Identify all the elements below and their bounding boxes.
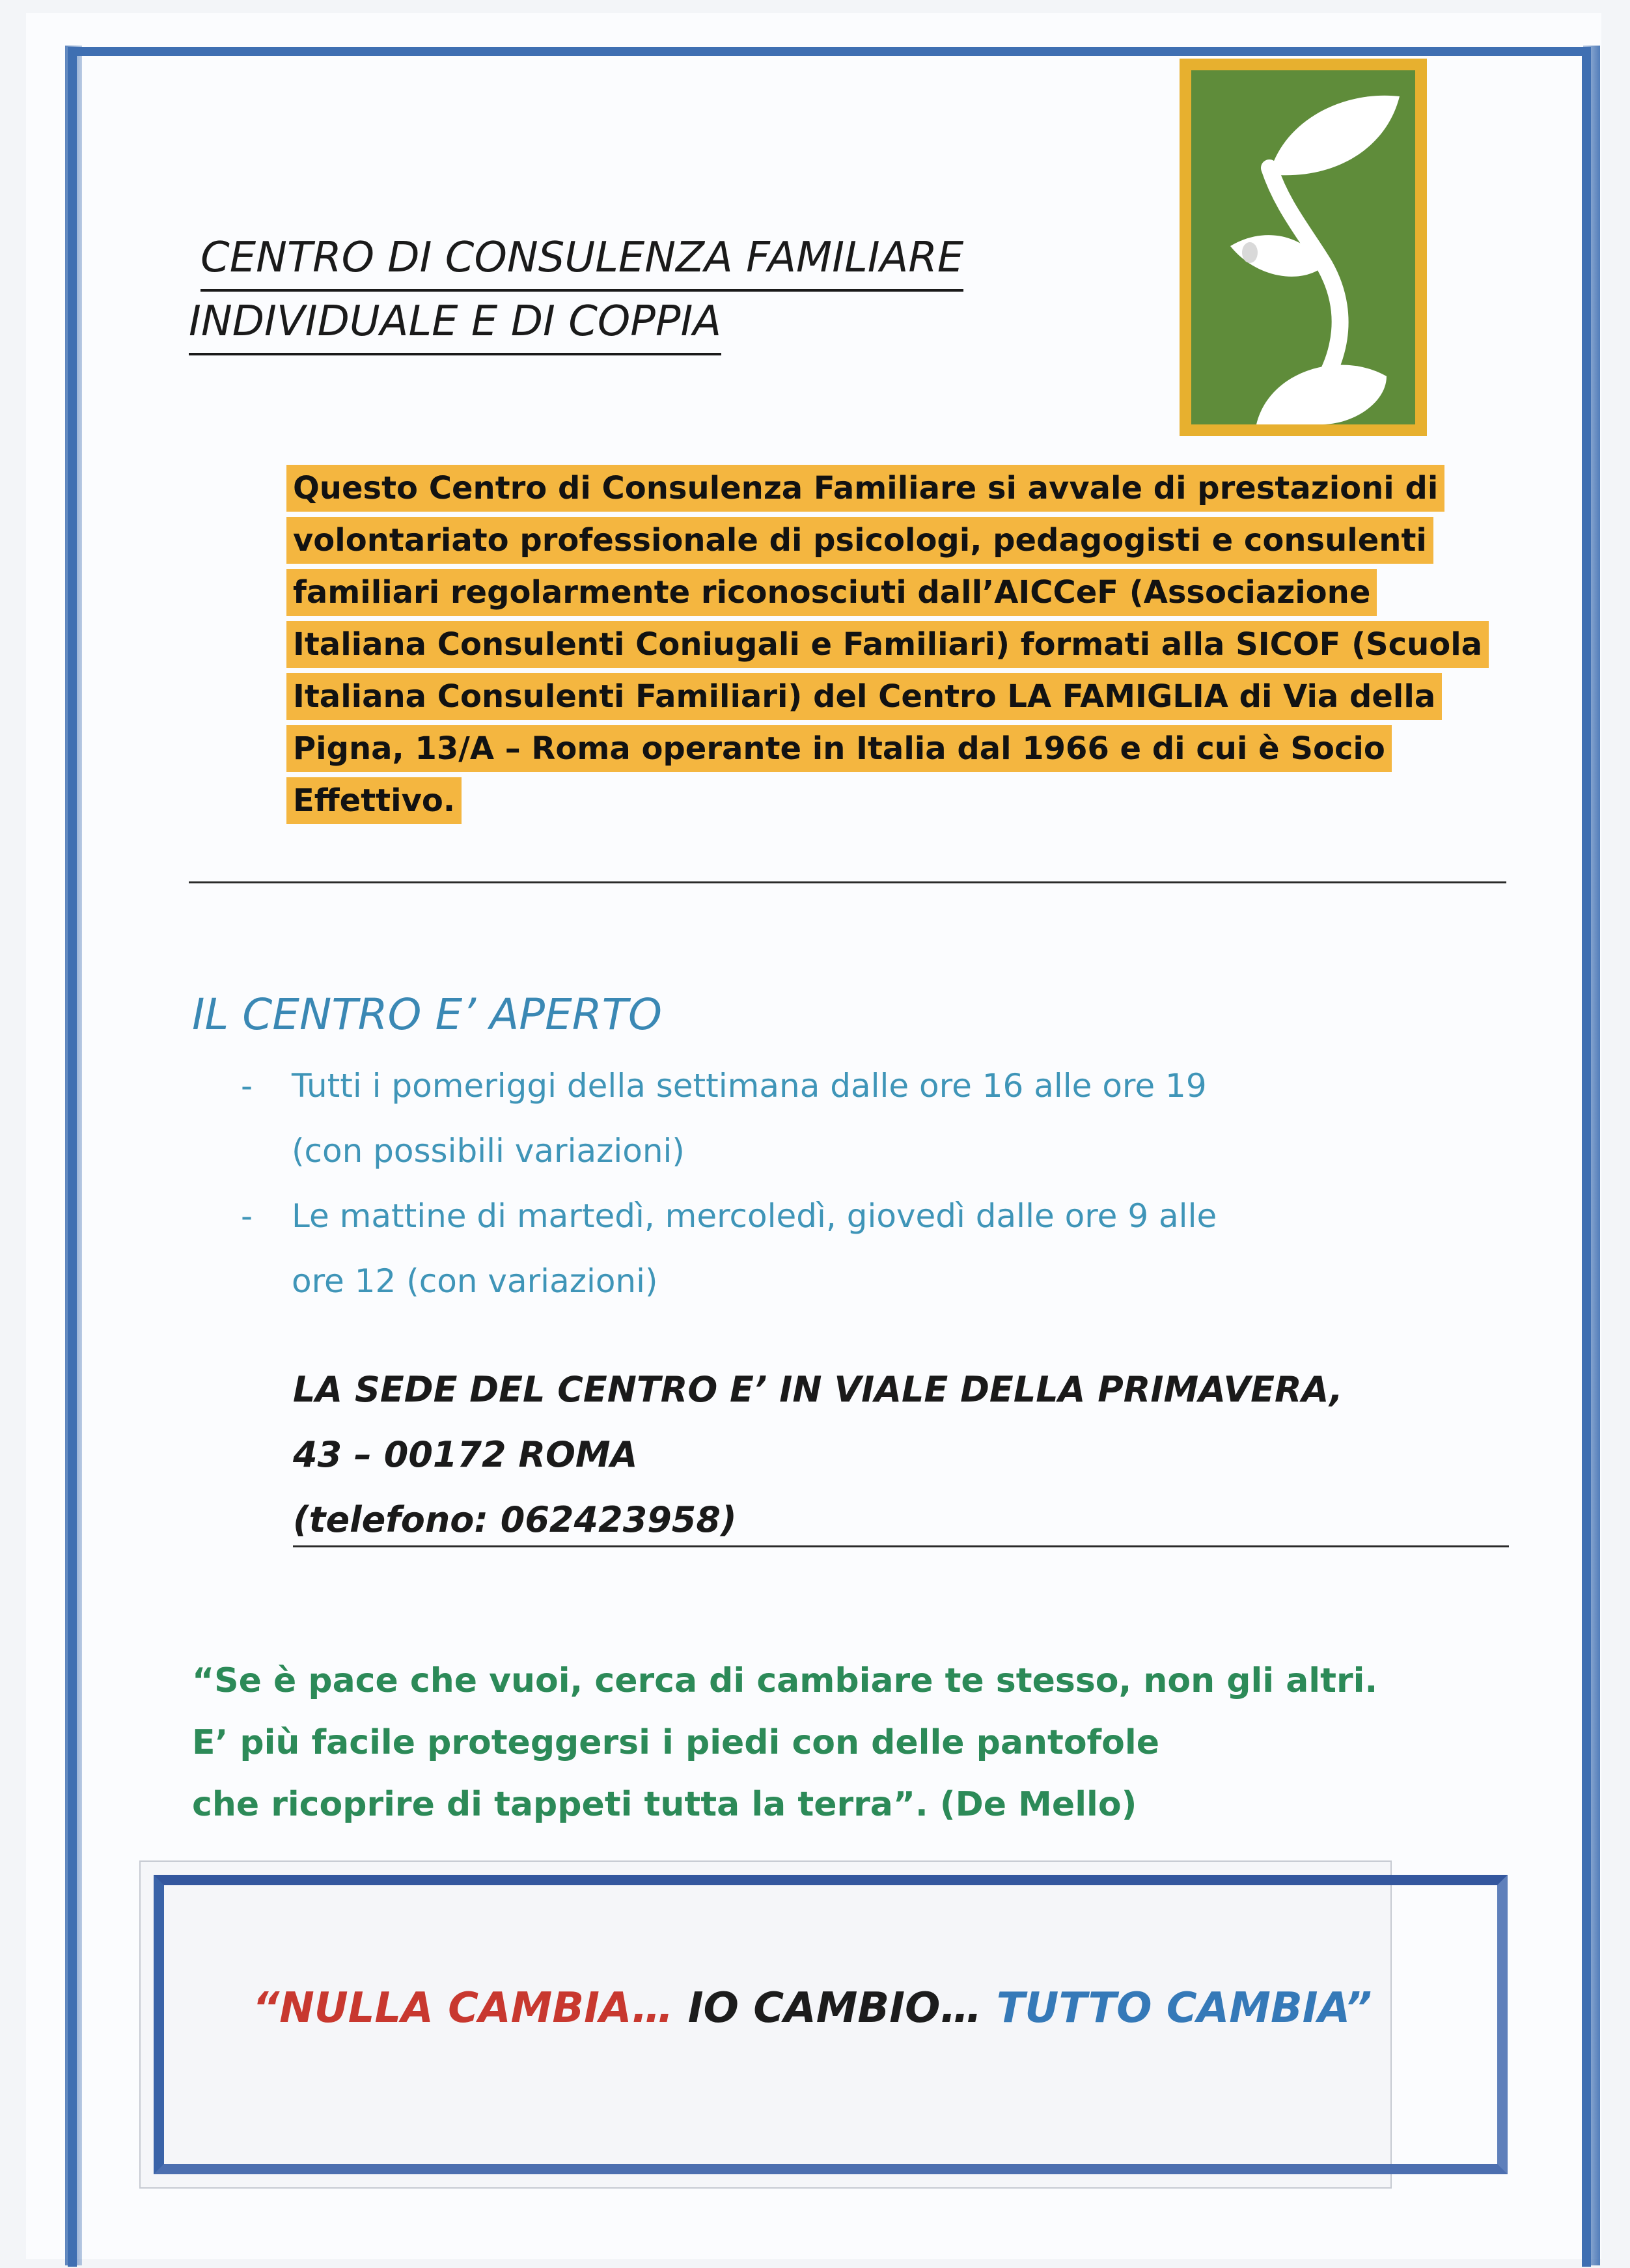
opening-hours-list: [241, 1053, 1517, 1314]
title-line-2: INDIVIDUALE E DI COPPIA: [189, 292, 721, 355]
divider-bottom: [293, 1545, 1509, 1547]
list-item: [241, 1183, 1517, 1314]
hours-line: Tutti i pomeriggi della settimana dalle ore 16 alle ore 19: [292, 1067, 1207, 1105]
intro-line: Questo Centro di Consulenza Familiare si avvale di prestazioni di: [286, 465, 1444, 512]
logo: [1180, 59, 1427, 436]
dash-bullet: -: [241, 1067, 253, 1105]
dash-bullet: -: [241, 1197, 253, 1235]
hours-line: Le mattine di martedì, mercoledì, giovedì dalle ore 9 alle: [292, 1197, 1217, 1235]
hours-line: ore 12 (con variazioni): [292, 1262, 658, 1300]
sprout-leaves-icon: [1191, 70, 1415, 424]
motto: [253, 1984, 1372, 2032]
quote-line: E’ più facile proteggersi i piedi con delle pantofole: [192, 1723, 1159, 1762]
intro-line: Italiana Consulenti Familiari) del Centro LA FAMIGLIA di Via della: [286, 673, 1442, 720]
intro-line: Italiana Consulenti Coniugali e Familiari) formati alla SICOF (Scuola: [286, 621, 1489, 668]
motto-part-2: IO CAMBIO…: [687, 1984, 982, 2032]
intro-line: volontariato professionale di psicologi, pedagogisti e consulenti: [286, 517, 1433, 564]
hours-line: (con possibili variazioni): [292, 1132, 685, 1170]
intro-line: Pigna, 13/A – Roma operante in Italia dal 1966 e di cui è Socio: [286, 725, 1392, 772]
intro-line: Effettivo.: [286, 777, 462, 824]
motto-part-3: TUTTO CAMBIA”: [996, 1984, 1372, 2032]
quote-line: “Se è pace che vuoi, cerca di cambiare te stesso, non gli altri.: [192, 1661, 1378, 1700]
page-title: [189, 228, 1100, 355]
quote-block: [192, 1650, 1559, 1836]
address-line: LA SEDE DEL CENTRO E’ IN VIALE DELLA PRIMAVERA,: [293, 1369, 1343, 1410]
quote-line: che ricoprire di tappeti tutta la terra”. (De Mello): [192, 1785, 1137, 1824]
frame-right-edge: [1583, 46, 1600, 2265]
opening-heading: IL CENTRO E’ APERTO: [192, 989, 662, 1040]
logo-green-panel: [1191, 70, 1415, 424]
frame-left-edge: [65, 46, 82, 2265]
title-line-1: CENTRO DI CONSULENZA FAMILIARE: [200, 228, 963, 292]
list-item: [241, 1053, 1517, 1183]
phone-line: (telefono: 062423958): [293, 1499, 737, 1540]
intro-line: familiari regolarmente riconosciuti dall’AICCeF (Associazione: [286, 569, 1377, 616]
divider-top: [189, 881, 1506, 883]
intro-paragraph: [286, 462, 1504, 827]
motto-part-1: “NULLA CAMBIA…: [253, 1984, 674, 2032]
headquarters-address: [293, 1357, 1530, 1553]
address-line: 43 – 00172 ROMA: [293, 1434, 638, 1475]
